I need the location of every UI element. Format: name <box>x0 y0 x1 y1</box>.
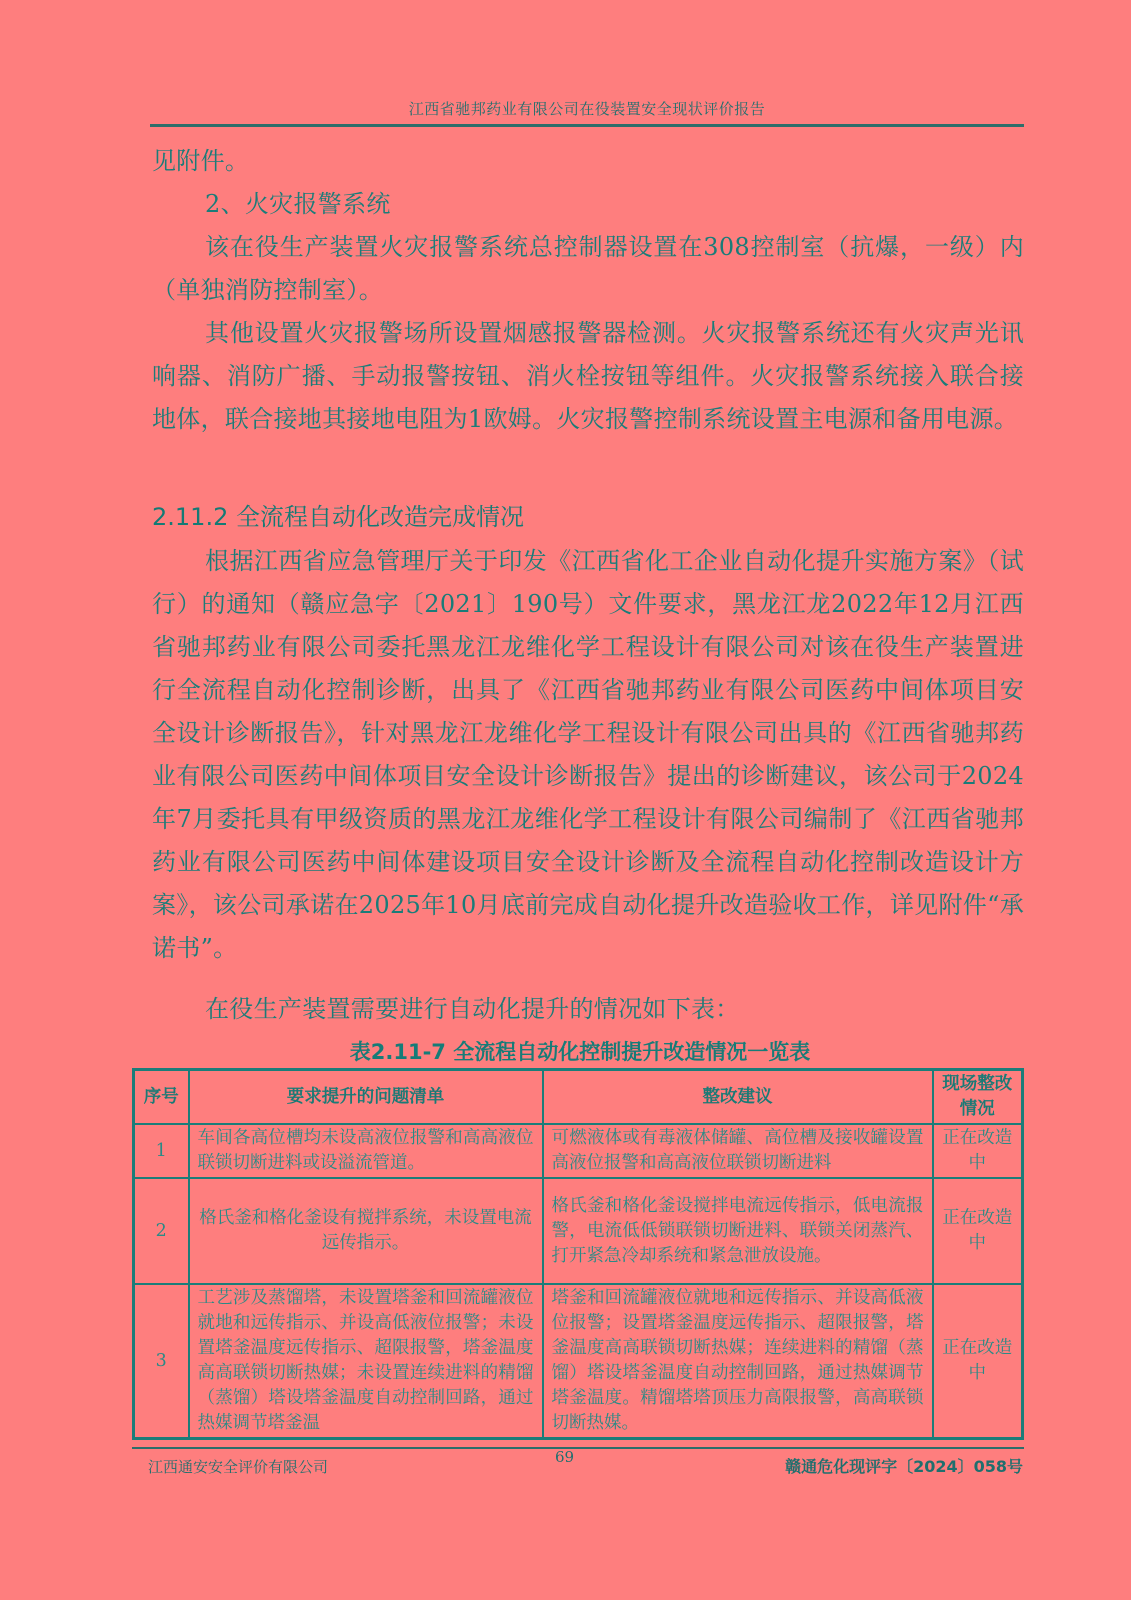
table-row <box>134 1178 1023 1284</box>
header-divider <box>150 124 1024 127</box>
paragraph-see-attachment: 见附件。 <box>152 147 250 175</box>
header-no: 序号 <box>134 1070 189 1125</box>
cell-no: 1 <box>134 1124 189 1178</box>
page-header-title: 江西省驰邦药业有限公司在役装置安全现状评价报告 <box>408 100 766 118</box>
table-header-row <box>134 1070 1023 1125</box>
cell-status: 正在改造中 <box>933 1284 1023 1439</box>
header-status: 现场整改情况 <box>933 1070 1023 1125</box>
footer-divider <box>132 1447 1024 1449</box>
table-caption: 表2.11-7 全流程自动化控制提升改造情况一览表 <box>349 1040 811 1064</box>
paragraph-fire-alarm-components: 其他设置火灾报警场所设置烟感报警器检测。火灾报警系统还有火灾声光讯响器、消防广播、手动报警按钮、消火栓按钮等组件。火灾报警系统接入联合接地体，联合接地其接地电阻为1欧姆。火灾报警控制系统设置主电源和备用电源。 <box>152 319 1024 433</box>
cell-no: 3 <box>134 1284 189 1439</box>
paragraph-table-intro: 在役生产装置需要进行自动化提升的情况如下表： <box>205 995 740 1023</box>
cell-issue: 格氏釜和格化釜设有搅拌系统，未设置电流远传指示。 <box>189 1178 543 1284</box>
cell-issue: 工艺涉及蒸馏塔，未设置塔釜和回流罐液位就地和远传指示、并设高低液位报警；未设置塔釜温度远传指示、超限报警，塔釜温度高高联锁切断热媒；未设置连续进料的精馏（蒸馏）塔设塔釜温度自动控制回路，通过热媒调节塔釜温 <box>189 1284 543 1439</box>
cell-status: 正在改造中 <box>933 1178 1023 1284</box>
footer-company: 江西通安安全评价有限公司 <box>148 1458 329 1476</box>
cell-status: 正在改造中 <box>933 1124 1023 1178</box>
table-row <box>134 1124 1023 1178</box>
subheading-fire-alarm: 2、火灾报警系统 <box>205 190 391 218</box>
footer-doc-number: 赣通危化现评字〔2024〕058号 <box>785 1457 1023 1476</box>
cell-suggestion: 塔釜和回流罐液位就地和远传指示、并设高低液位报警；设置塔釜温度远传指示、超限报警，塔釜温度高高联锁切断热媒；连续进料的精馏（蒸馏）塔设塔釜温度自动控制回路，通过热媒调节塔釜温度。精馏塔塔顶压力高限报警，高高联锁切断热媒。 <box>543 1284 933 1439</box>
header-suggestion: 整改建议 <box>543 1070 933 1125</box>
automation-upgrade-table <box>132 1068 1024 1440</box>
page-number: 69 <box>555 1448 575 1466</box>
paragraph-automation-background: 根据江西省应急管理厅关于印发《江西省化工企业自动化提升实施方案》（试行）的通知（赣应急字〔2021〕190号）文件要求，黑龙江龙2022年12月江西省驰邦药业有限公司委托黑龙江龙维化学工程设计有限公司对该在役生产装置进行全流程自动化控制诊断，出具了《江西省驰邦药业有限公司医药中间体项目安全设计诊断报告》，针对黑龙江龙维化学工程设计有限公司出具的《江西省驰邦药业有限公司医药中间体项目安全设计诊断报告》提出的诊断建议，该公司于2024年7月委托具有甲级资质的黑龙江龙维化学工程设计有限公司编制了《江西省驰邦药业有限公司医药中间体建设项目安全设计诊断及全流程自动化控制改造设计方案》，该公司承诺在2025年10月底前完成自动化提升改造验收工作，详见附件“承诺书”。 <box>152 547 1024 962</box>
cell-suggestion: 格氏釜和格化釜设搅拌电流远传指示，低电流报警，电流低低锁联锁切断进料、联锁关闭蒸汽、打开紧急冷却系统和紧急泄放设施。 <box>543 1178 933 1284</box>
table-row <box>134 1284 1023 1439</box>
cell-suggestion: 可燃液体或有毒液体储罐、高位槽及接收罐设置高液位报警和高高液位联锁切断进料 <box>543 1124 933 1178</box>
header-issue: 要求提升的问题清单 <box>189 1070 543 1125</box>
paragraph-fire-alarm-controller: 该在役生产装置火灾报警系统总控制器设置在308控制室（抗爆，一级）内（单独消防控制室）。 <box>152 233 1024 304</box>
section-heading: 2.11.2 全流程自动化改造完成情况 <box>152 503 524 531</box>
cell-issue: 车间各高位槽均未设高液位报警和高高液位联锁切断进料或设溢流管道。 <box>189 1124 543 1178</box>
cell-no: 2 <box>134 1178 189 1284</box>
